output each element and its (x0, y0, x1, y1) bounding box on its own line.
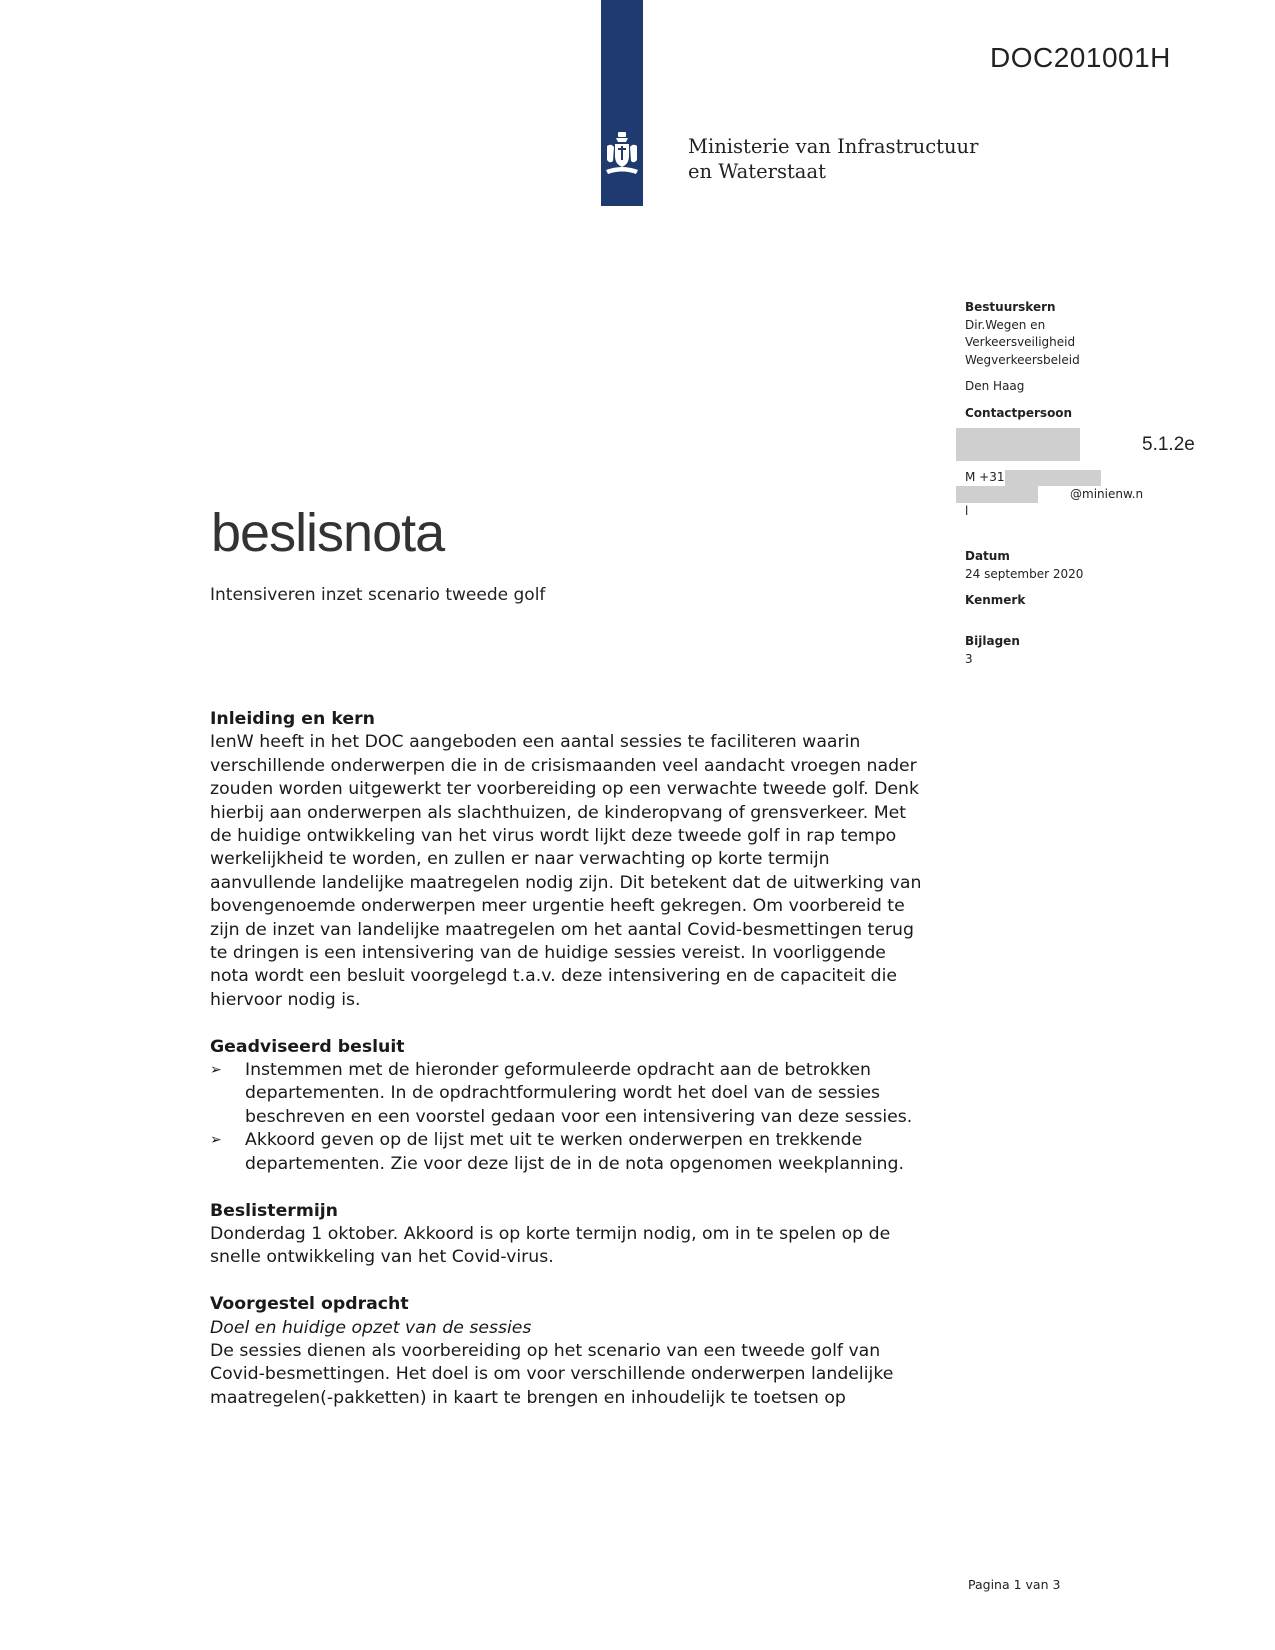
date-value: 24 september 2020 (965, 566, 1084, 581)
email-suffix: @minienw.n (1070, 487, 1144, 501)
ministry-logo-bar (601, 0, 643, 206)
arrowhead-bullet-icon: ➢ (210, 1062, 222, 1079)
section-deadline (210, 1200, 930, 1270)
document-body (210, 708, 930, 1410)
date-heading: Datum (965, 549, 1010, 563)
ref-heading: Kenmerk (965, 593, 1026, 607)
org-line: Verkeersveiligheid (965, 335, 1076, 349)
section-paragraph: IenW heeft in het DOC aangeboden een aantal sessies te faciliteren waarin verschillende onderwerpen die in de crisismaanden veel aandacht vroegen nader zouden worden uitgewerkt ter voorbereiding op een verwachte tweede golf. Denk hierbij aan onderwerpen als slachthuizen, de kinderopvang of grensverkeer. Met de huidige ontwikkeling van het virus wordt lijkt deze tweede golf in rap tempo werkelijkheid te worden, en zullen er naar verwachting op korte termijn aanvullende landelijke maatregelen nodig zijn. Dit betekent dat de uitwerking van bovengenoemde onderwerpen meer urgentie heeft gekregen. Om voorbereid te zijn de inzet van landelijke maatregelen om het aantal Covid-besmettingen terug te dringen is een intensivering van de huidige sessies vereist. In voorliggende nota wordt een besluit voorgelegd t.a.v. deze intensivering en de capaciteit die hiervoor nodig is. (210, 732, 922, 1010)
redaction-code: 5.1.2e (1142, 434, 1195, 455)
section-proposal (210, 1293, 930, 1410)
attachments-heading: Bijlagen (965, 634, 1020, 648)
page-number: Pagina 1 van 3 (968, 1577, 1061, 1592)
list-item-text: Akkoord geven op de lijst met uit te werken onderwerpen en trekkende departementen. Zie voor deze lijst de in de nota opgenomen weekplanning. (245, 1130, 904, 1174)
section-heading: Geadviseerd besluit (210, 1036, 405, 1057)
org-line: Dir.Wegen en (965, 317, 1046, 332)
section-intro (210, 708, 930, 1012)
arrowhead-bullet-icon: ➢ (210, 1132, 222, 1149)
section-paragraph: Donderdag 1 oktober. Akkoord is op korte termijn nodig, om in te spelen op de snelle ontwikkeling van het Covid-virus. (210, 1223, 891, 1268)
ministry-name (688, 134, 978, 184)
org-heading: Bestuurskern (965, 300, 1056, 314)
section-heading: Voorgestel opdracht (210, 1294, 409, 1315)
ministry-name-line2: en Waterstaat (688, 160, 826, 183)
sidebar-org (965, 299, 1205, 369)
section-advice (210, 1036, 930, 1176)
advice-list (210, 1059, 930, 1176)
redacted-phone (1005, 470, 1101, 486)
org-line: Wegverkeersbeleid (965, 352, 1080, 367)
document-type: beslisnota (211, 503, 445, 563)
contact-heading: Contactpersoon (965, 406, 1073, 420)
document-id: DOC201001H (990, 42, 1171, 73)
email-wrap: l (965, 504, 969, 518)
attachments-block (965, 633, 1205, 668)
redacted-name (956, 428, 1080, 461)
ministry-name-line1: Ministerie van Infrastructuur (688, 135, 979, 158)
attachments-value: 3 (965, 651, 973, 666)
redacted-email (956, 486, 1038, 503)
document-subject: Intensiveren inzet scenario tweede golf (210, 585, 546, 605)
list-item (210, 1059, 930, 1129)
phone-prefix: M +31 (965, 470, 1005, 484)
royal-crest-icon (604, 130, 640, 186)
date-block (965, 548, 1205, 583)
section-subheading: Doel en huidige opzet van de sessies (210, 1317, 532, 1338)
city: Den Haag (965, 379, 1025, 393)
section-heading: Beslistermijn (210, 1200, 338, 1221)
section-heading: Inleiding en kern (210, 709, 375, 729)
list-item (210, 1129, 930, 1176)
list-item-text: Instemmen met de hieronder geformuleerde opdracht aan de betrokken departementen. In de opdrachtformulering wordt het doel van de sessies beschreven en een voorstel gedaan voor een intensivering van deze sessies. (245, 1060, 913, 1127)
section-paragraph: De sessies dienen als voorbereiding op het scenario van een tweede golf van Covid-besmettingen. Het doel is om voor verschillende onderwerpen landelijke maatregelen(-pakketten) in kaart te brengen en inhoudelijk te toetsen op (210, 1340, 894, 1408)
